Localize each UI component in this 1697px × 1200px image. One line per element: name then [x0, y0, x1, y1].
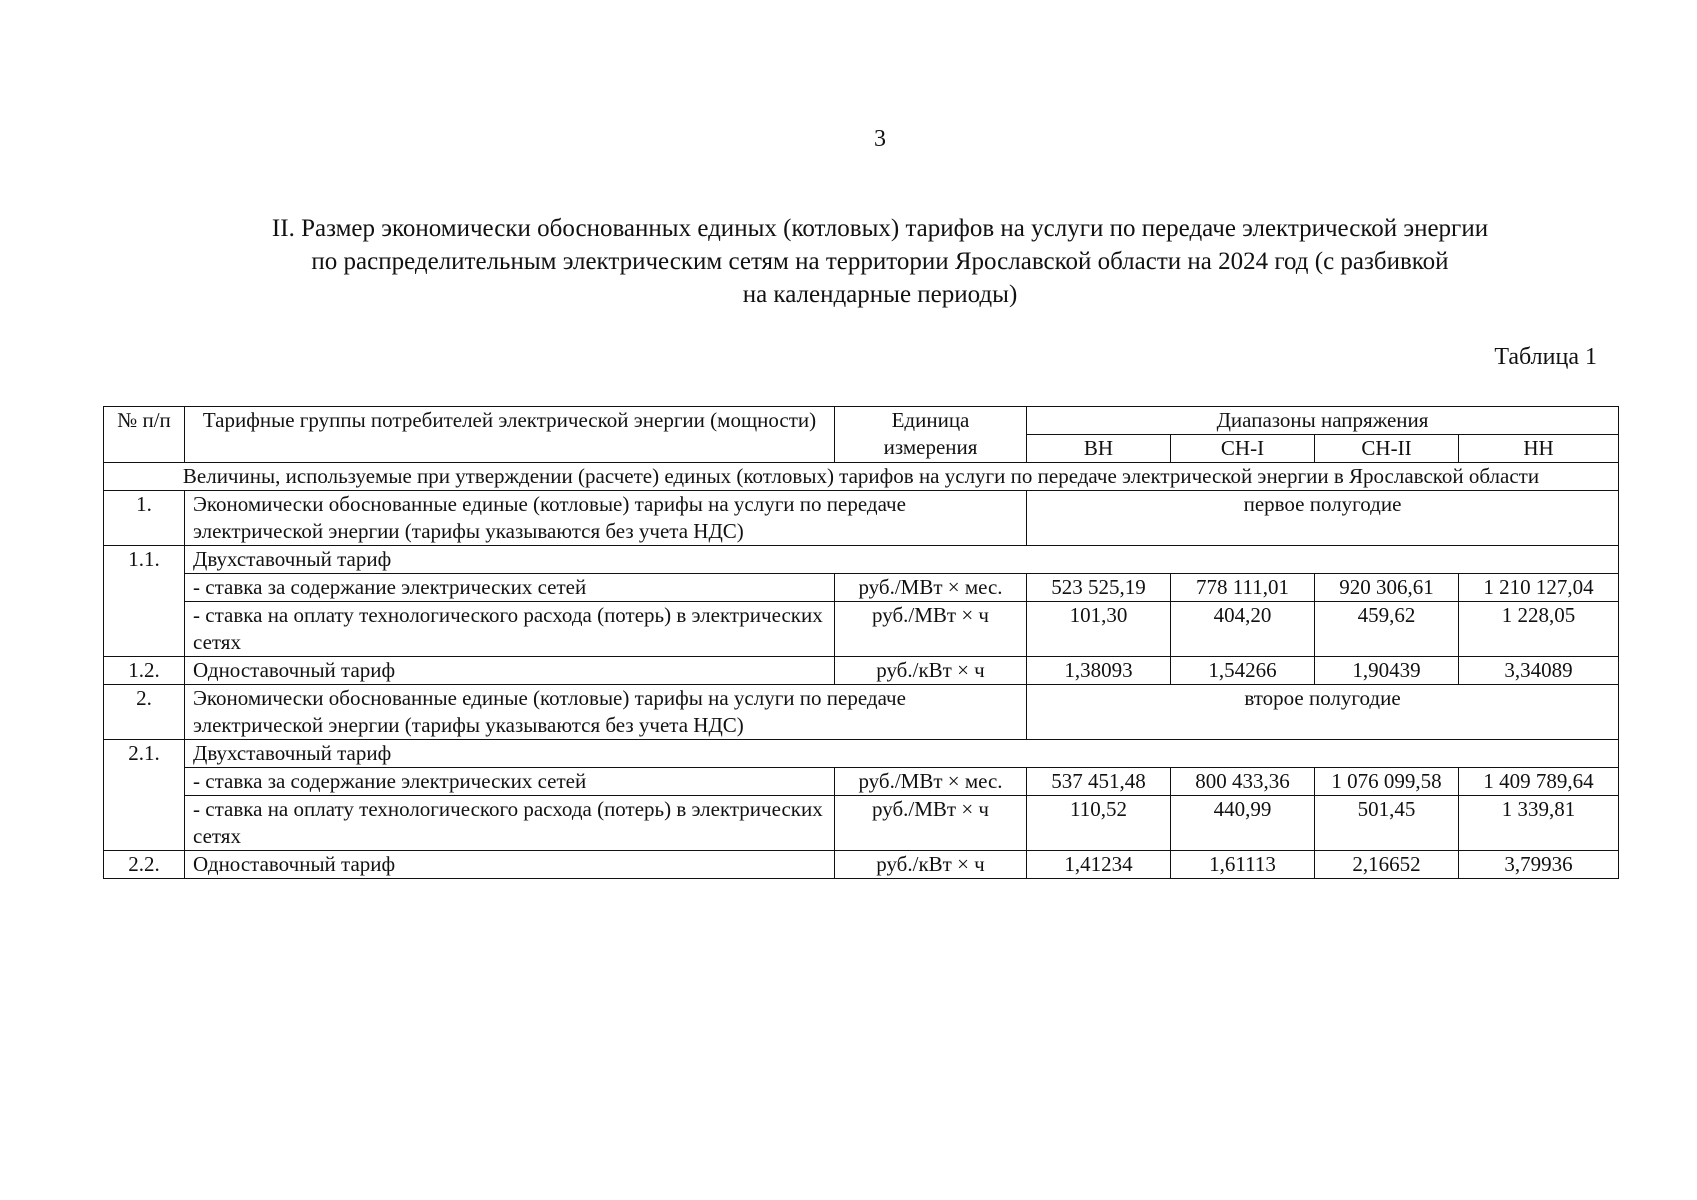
value-sn2: 2,16652 [1315, 851, 1459, 879]
header-vn: ВН [1027, 435, 1171, 463]
tariff-table [103, 406, 1619, 879]
header-unit: Единица измерения [835, 407, 1027, 463]
header-num: № п/п [104, 407, 185, 463]
period-title: Экономически обоснованные единые (котловые) тарифы на услуги по передаче электрической энергии (тарифы указываются без учета НДС) [185, 491, 1027, 546]
rate-label: - ставка за содержание электрических сетей [185, 574, 835, 602]
value-sn1: 800 433,36 [1171, 768, 1315, 796]
value-nn: 1 339,81 [1459, 796, 1619, 851]
unit-cell: руб./кВт × ч [835, 657, 1027, 685]
two-rate-label: Двухставочный тариф [185, 546, 1619, 574]
value-sn1: 778 111,01 [1171, 574, 1315, 602]
value-sn2: 501,45 [1315, 796, 1459, 851]
value-sn1: 1,61113 [1171, 851, 1315, 879]
title-line-2: по распределительным электрическим сетям на территории Ярославской области на 2024 год (с разбивкой [311, 248, 1449, 275]
header-group: Тарифные группы потребителей электрической энергии (мощности) [185, 407, 835, 463]
row-num: 2. [104, 685, 185, 740]
value-sn2: 1 076 099,58 [1315, 768, 1459, 796]
two-rate-row [104, 740, 1619, 768]
period-title: Экономически обоснованные единые (котловые) тарифы на услуги по передаче электрической энергии (тарифы указываются без учета НДС) [185, 685, 1027, 740]
losses-rate-row [104, 796, 1619, 851]
unit-cell: руб./МВт × мес. [835, 574, 1027, 602]
value-nn: 1 210 127,04 [1459, 574, 1619, 602]
value-nn: 3,79936 [1459, 851, 1619, 879]
maintenance-rate-row [104, 768, 1619, 796]
value-vn: 537 451,48 [1027, 768, 1171, 796]
rate-label: - ставка на оплату технологического расхода (потерь) в электрических сетях [185, 796, 835, 851]
unit-cell: руб./кВт × ч [835, 851, 1027, 879]
value-sn2: 459,62 [1315, 602, 1459, 657]
section-row [104, 463, 1619, 491]
value-vn: 1,41234 [1027, 851, 1171, 879]
value-vn: 110,52 [1027, 796, 1171, 851]
header-nn: НН [1459, 435, 1619, 463]
value-nn: 3,34089 [1459, 657, 1619, 685]
value-nn: 1 409 789,64 [1459, 768, 1619, 796]
period-label: первое полугодие [1027, 491, 1619, 546]
section-title: Величины, используемые при утверждении (расчете) единых (котловых) тарифов на услуги по передаче электрической энергии в Ярославской области [104, 463, 1619, 491]
rate-label: - ставка на оплату технологического расхода (потерь) в электрических сетях [185, 602, 835, 657]
two-rate-label: Двухставочный тариф [185, 740, 1619, 768]
maintenance-rate-row [104, 574, 1619, 602]
row-num: 1.2. [104, 657, 185, 685]
row-num: 2.1. [104, 740, 185, 851]
value-sn2: 1,90439 [1315, 657, 1459, 685]
rate-label: - ставка за содержание электрических сетей [185, 768, 835, 796]
two-rate-row [104, 546, 1619, 574]
value-vn: 1,38093 [1027, 657, 1171, 685]
period-label: второе полугодие [1027, 685, 1619, 740]
title-line-3: на календарные периоды) [742, 281, 1018, 308]
header-sn2: СН-II [1315, 435, 1459, 463]
period-row [104, 685, 1619, 740]
value-sn2: 920 306,61 [1315, 574, 1459, 602]
value-sn1: 440,99 [1171, 796, 1315, 851]
row-num: 1.1. [104, 546, 185, 657]
unit-cell: руб./МВт × ч [835, 602, 1027, 657]
one-rate-row [104, 851, 1619, 879]
header-voltage-ranges: Диапазоны напряжения [1027, 407, 1619, 435]
value-vn: 523 525,19 [1027, 574, 1171, 602]
one-rate-row [104, 657, 1619, 685]
header-sn1: СН-I [1171, 435, 1315, 463]
table-caption: Таблица 1 [1494, 344, 1597, 370]
header-row [104, 407, 1619, 435]
value-vn: 101,30 [1027, 602, 1171, 657]
unit-cell: руб./МВт × ч [835, 796, 1027, 851]
period-row [104, 491, 1619, 546]
one-rate-label: Одноставочный тариф [185, 657, 835, 685]
document-title [150, 212, 1610, 311]
page-number: 3 [874, 126, 886, 152]
one-rate-label: Одноставочный тариф [185, 851, 835, 879]
unit-cell: руб./МВт × мес. [835, 768, 1027, 796]
losses-rate-row [104, 602, 1619, 657]
value-nn: 1 228,05 [1459, 602, 1619, 657]
value-sn1: 404,20 [1171, 602, 1315, 657]
title-line-1: II. Размер экономически обоснованных единых (котловых) тарифов на услуги по передаче электрической энергии [271, 215, 1489, 242]
value-sn1: 1,54266 [1171, 657, 1315, 685]
row-num: 1. [104, 491, 185, 546]
row-num: 2.2. [104, 851, 185, 879]
